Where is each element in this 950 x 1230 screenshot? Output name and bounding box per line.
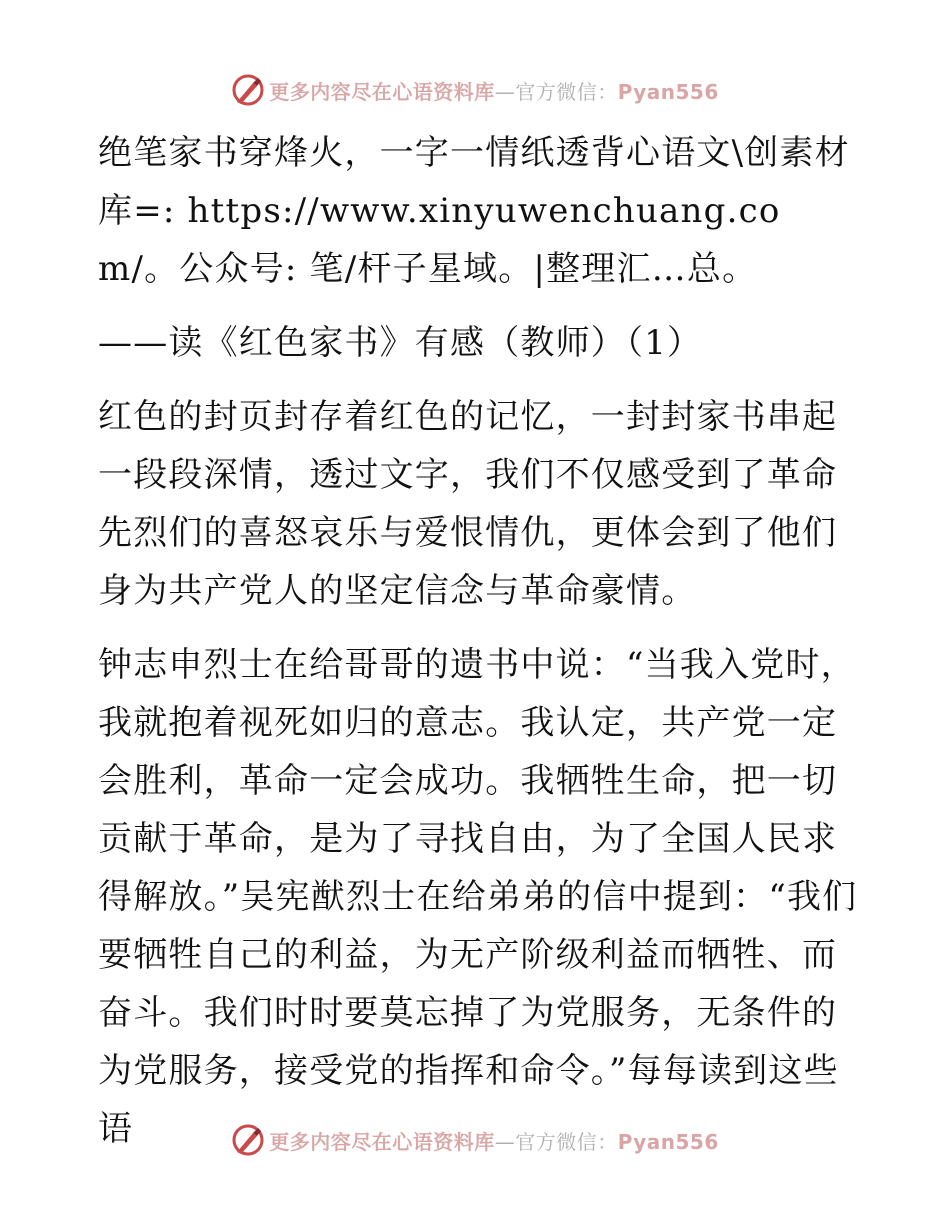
paragraph-intro: 红色的封页封存着红色的记忆，一封封家书串起一段段深情，透过文字，我们不仅感受到了革命先烈们的喜怒哀乐与爱恨情仇，更体会到了他们身为共产党人的坚定信念与革命豪情。 — [98, 397, 838, 611]
paragraph-source-note: 绝笔家书穿烽火，一字一情纸透背心语文\创素材库=: https://www.xinyuwenchuang.com/。公众号: 笔/杆子星域。|整理汇…总。 — [98, 133, 850, 289]
paragraph-subtitle: ——读《红色家书》有感（教师）（1） — [98, 323, 703, 363]
header-watermark-banner — [0, 70, 950, 110]
watermark-text: 更多内容尽在心语资料库—官方微信：Pyan556 — [269, 79, 719, 104]
pen-logo-icon — [231, 1123, 265, 1157]
footer-watermark-banner — [0, 1120, 950, 1160]
pen-logo-icon — [231, 73, 265, 107]
watermark-text: 更多内容尽在心语资料库—官方微信：Pyan556 — [269, 1129, 719, 1154]
document-body — [98, 124, 858, 1158]
paragraph-quotes: 钟志申烈士在给哥哥的遗书中说：“当我入党时，我就抱着视死如归的意志。我认定，共产党一定会胜利，革命一定会成功。我牺牲生命，把一切贡献于革命，是为了寻找自由，为了全国人民求得解放。”吴宪猷烈士在给弟弟的信中提到：“我们要牺牲自己的利益，为无产阶级利益而牺牲、而奋斗。我们时时要莫忘掉了为党服务，无条件的为党服务，接受党的指挥和命令。”每每读到这些语 — [98, 645, 858, 1149]
